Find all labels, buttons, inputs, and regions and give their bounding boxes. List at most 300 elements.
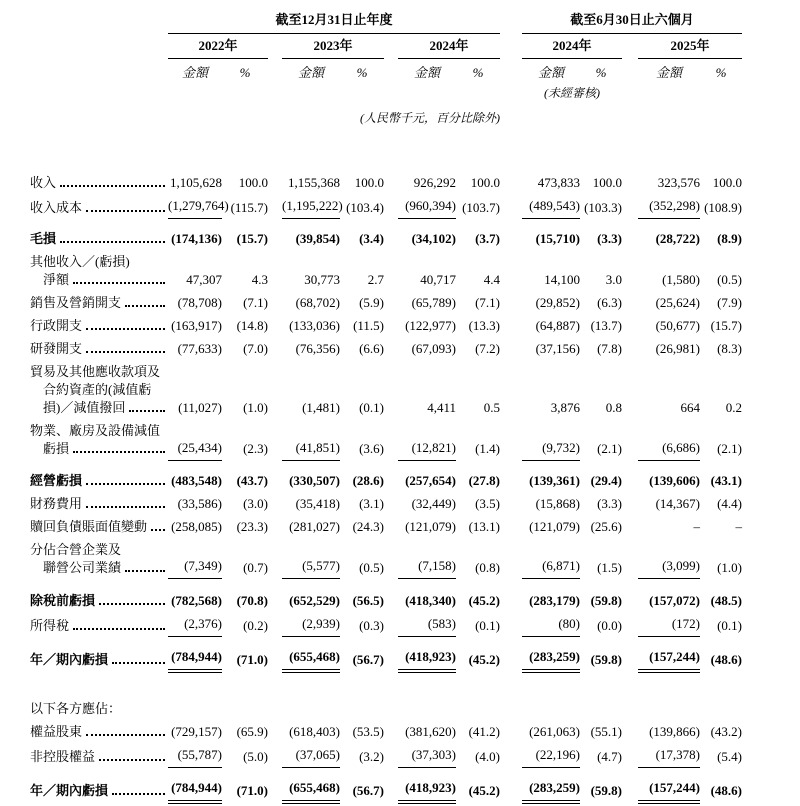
percent-header: % (715, 65, 727, 80)
column-gap (268, 460, 282, 492)
percent-header: % (356, 65, 368, 80)
amount-cell: (32,449) (411, 495, 456, 511)
percent-cell: (2.3) (243, 441, 268, 456)
percent-cell: (7.1) (243, 295, 268, 310)
percent-cell: (55.1) (590, 724, 623, 739)
row-label (30, 768, 168, 803)
row-label-text: 研發開支 (30, 341, 83, 356)
percent-cell: (1.5) (597, 559, 623, 575)
column-gap (622, 743, 638, 768)
percent-cell: (3.2) (359, 748, 384, 764)
column-gap (622, 612, 638, 637)
percent-cell: 4.3 (251, 272, 268, 287)
amount-cell: (122,977) (405, 318, 456, 333)
percent-cell: (103.4) (346, 199, 384, 215)
amount-cell: (55,787) (168, 743, 222, 768)
row-label (30, 460, 168, 492)
percent-cell: (115.7) (230, 199, 268, 215)
amount-cell: (352,298) (638, 194, 700, 219)
percent-cell: (59.8) (590, 593, 623, 608)
column-gap (384, 515, 398, 538)
table-header (30, 8, 742, 135)
column-gap (622, 314, 638, 337)
group-gap (500, 8, 522, 34)
percent-cell: (48.6) (710, 652, 743, 667)
row-label-text: 贖回負債賬面值變動 (30, 518, 148, 534)
amount-cell: (39,854) (295, 231, 340, 246)
percent-cell: (7.8) (597, 341, 623, 356)
percent-cell: (28.6) (352, 472, 384, 488)
column-gap (268, 515, 282, 538)
amount-cell: (172) (638, 612, 700, 637)
row-label-text: 行政開支 (30, 318, 83, 333)
percent-cell: (6.6) (359, 341, 384, 356)
amount-cell: (418,340) (405, 593, 456, 608)
header-spacer (30, 84, 500, 104)
row-label-text: 收入成本 (30, 199, 83, 215)
column-gap (268, 59, 282, 85)
amount-cell (282, 671, 340, 720)
group-gap (500, 314, 522, 337)
amount-cell: (15,868) (535, 495, 581, 511)
row-label-text: 毛損 (30, 231, 57, 246)
amount-cell: (618,403) (289, 724, 340, 739)
column-gap (384, 579, 398, 613)
dot-leader (99, 759, 165, 761)
table-row (30, 219, 742, 251)
amount-cell: (2,376) (168, 612, 222, 637)
column-gap (622, 360, 638, 419)
column-gap (622, 515, 638, 538)
amount-cell: (163,917) (171, 318, 222, 333)
column-gap (268, 135, 282, 194)
percent-header: % (595, 65, 607, 80)
column-gap (622, 492, 638, 515)
column-gap (384, 637, 398, 672)
percent-cell: (48.5) (710, 593, 743, 608)
column-gap (622, 637, 638, 672)
percent-cell: (27.8) (468, 472, 501, 488)
column-gap (384, 291, 398, 314)
financial-table (30, 8, 742, 804)
percent-cell: 0.5 (483, 400, 501, 415)
percent-cell: (108.9) (704, 199, 743, 215)
column-gap (622, 579, 638, 613)
column-gap (268, 194, 282, 219)
row-label-text: 合約資產的(減值虧 (43, 382, 152, 397)
amount-cell: (15,710) (535, 231, 581, 246)
amount-cell: (655,468) (282, 637, 340, 672)
group-gap (500, 579, 522, 613)
amount-cell: (34,102) (411, 231, 456, 246)
row-label (30, 314, 168, 337)
percent-cell: (4.7) (597, 748, 623, 764)
percent-header: % (239, 65, 251, 80)
dot-leader (86, 351, 165, 353)
amount-cell: (1,481) (302, 400, 340, 415)
row-label (30, 492, 168, 515)
row-label-text: 以下各方應佔： (30, 701, 122, 716)
amount-cell: (6,871) (522, 538, 580, 579)
percent-cell: (48.6) (710, 783, 743, 798)
amount-cell: (50,677) (655, 318, 701, 333)
column-gap (622, 219, 638, 251)
dot-leader (125, 570, 165, 572)
group-gap (500, 492, 522, 515)
amount-cell: (2,939) (282, 612, 340, 637)
percent-cell: (5.9) (359, 295, 384, 310)
row-label (30, 579, 168, 613)
column-gap (384, 612, 398, 637)
amount-cell: (121,079) (529, 518, 581, 534)
column-gap (384, 194, 398, 219)
table-row (30, 492, 742, 515)
percent-cell: (4.4) (717, 495, 743, 511)
amount-cell: (17,378) (638, 743, 700, 768)
percent-cell: (15.7) (236, 231, 268, 246)
amount-cell: 4,411 (427, 400, 456, 415)
amount-header: 金額 (538, 65, 565, 80)
group-gap (500, 515, 522, 538)
column-gap (622, 671, 638, 720)
percent-cell: (8.3) (717, 341, 743, 356)
percent-cell: (6.3) (597, 295, 623, 310)
amount-cell: (174,136) (171, 231, 222, 246)
percent-cell: (56.7) (352, 783, 384, 798)
amount-cell (168, 671, 222, 720)
amount-cell: (37,156) (535, 341, 581, 356)
column-gap (268, 720, 282, 743)
amount-cell (398, 671, 456, 720)
percent-cell: (3.5) (475, 495, 501, 511)
amount-cell: (257,654) (405, 472, 456, 488)
table-row (30, 194, 742, 219)
header-spacer (30, 59, 168, 85)
row-label (30, 291, 168, 314)
amount-cell: (76,356) (295, 341, 340, 356)
dot-leader (73, 451, 165, 453)
amount-cell: (261,063) (529, 724, 581, 739)
percent-cell (456, 671, 500, 720)
column-gap (622, 59, 638, 85)
row-label-text: 貿易及其他應收款項及 (30, 364, 161, 379)
percent-cell: (0.1) (717, 617, 743, 633)
amount-cell: (65,789) (411, 295, 456, 310)
header-spacer (30, 104, 168, 135)
percent-cell: (5.0) (243, 748, 268, 764)
percent-cell: (3.4) (359, 231, 384, 246)
percent-cell: 100.0 (592, 175, 623, 190)
percent-cell: (53.5) (352, 724, 384, 739)
percent-cell: (0.3) (359, 617, 384, 633)
row-label-text: 年／期內虧損 (30, 783, 109, 798)
row-label (30, 337, 168, 360)
column-gap (384, 460, 398, 492)
row-label-text: 淨額 (43, 272, 70, 287)
percent-cell: (56.7) (352, 652, 384, 667)
amount-cell: (7,349) (168, 538, 222, 579)
row-label (30, 219, 168, 251)
group-gap (500, 612, 522, 637)
row-label-text: 權益股東 (30, 724, 83, 739)
percent-cell: (11.5) (353, 318, 384, 333)
percent-cell: (14.8) (236, 318, 268, 333)
column-gap (622, 768, 638, 803)
amount-cell: (258,085) (171, 518, 222, 534)
percent-cell: (13.1) (468, 518, 501, 534)
percent-cell: (0.1) (359, 400, 384, 415)
column-gap (622, 194, 638, 219)
amount-cell: 473,833 (537, 175, 581, 190)
amount-cell: (14,367) (655, 495, 701, 511)
column-gap (384, 538, 398, 579)
amount-cell: (25,624) (655, 295, 701, 310)
amount-cell: (418,923) (398, 637, 456, 672)
amount-cell: 47,307 (186, 272, 222, 287)
percent-cell: 100.0 (712, 175, 743, 190)
percent-cell: (1.0) (717, 559, 743, 575)
column-gap (622, 460, 638, 492)
row-label-text: 銷售及營銷開支 (30, 295, 122, 310)
column-gap (384, 59, 398, 85)
percent-cell: (43.2) (710, 724, 743, 739)
column-gap (268, 291, 282, 314)
row-label (30, 194, 168, 219)
year-2024-interim: 2024年 (522, 34, 622, 59)
percent-cell: (8.9) (717, 231, 743, 246)
row-label-text: 非控股權益 (30, 748, 96, 764)
amount-cell: 14,100 (544, 272, 581, 287)
column-gap (384, 768, 398, 803)
percent-cell: 0.8 (605, 400, 623, 415)
column-gap (622, 337, 638, 360)
group-gap (500, 419, 522, 460)
column-gap (384, 492, 398, 515)
amount-cell: (418,923) (398, 768, 456, 803)
column-gap (622, 419, 638, 460)
amount-cell: (133,036) (289, 318, 340, 333)
amount-cell: (157,244) (638, 768, 700, 803)
amount-cell: (77,633) (177, 341, 222, 356)
amount-cell: (330,507) (289, 472, 340, 488)
amount-header: 金額 (413, 65, 440, 80)
column-gap (268, 419, 282, 460)
group-gap (500, 59, 522, 85)
row-label (30, 720, 168, 743)
column-gap (622, 135, 638, 194)
column-gap (622, 291, 638, 314)
amount-cell: (283,259) (522, 768, 580, 803)
percent-cell: (3.6) (359, 441, 384, 456)
column-gap (268, 768, 282, 803)
header-spacer (622, 84, 742, 104)
table-row (30, 360, 742, 419)
group-gap (500, 34, 522, 59)
dot-leader (129, 410, 165, 412)
dot-leader (86, 210, 165, 212)
table-row (30, 743, 742, 768)
row-label-text: 除稅前虧損 (30, 593, 96, 608)
percent-cell: (3.3) (597, 495, 623, 511)
percent-cell: (103.3) (584, 199, 623, 215)
amount-cell: (7,158) (398, 538, 456, 579)
amount-cell: (6,686) (638, 419, 700, 460)
column-gap (622, 34, 638, 59)
row-label-text: 物業、廠房及設備減值 (30, 423, 161, 438)
percent-cell: 4.4 (483, 272, 501, 287)
column-gap (268, 579, 282, 613)
group-gap (500, 250, 522, 291)
percent-cell: – (735, 518, 743, 534)
percent-cell: (45.2) (468, 593, 501, 608)
amount-cell: (67,093) (411, 341, 456, 356)
group-gap (500, 460, 522, 492)
group-gap (500, 194, 522, 219)
percent-cell: (15.7) (710, 318, 743, 333)
percent-cell: (70.8) (236, 593, 268, 608)
percent-cell: (103.7) (462, 199, 501, 215)
table-row (30, 460, 742, 492)
percent-cell: (71.0) (236, 652, 268, 667)
percent-cell: (59.8) (590, 652, 623, 667)
group-gap (500, 337, 522, 360)
year-row (30, 34, 742, 59)
percent-cell: (5.4) (717, 748, 743, 764)
row-label-text: 聯營公司業績 (43, 559, 122, 575)
percent-cell: (7.0) (243, 341, 268, 356)
row-label (30, 637, 168, 672)
group-gap (500, 671, 522, 720)
amount-cell: (283,259) (522, 637, 580, 672)
row-label-text: 虧損 (43, 441, 70, 456)
amount-cell: (78,708) (177, 295, 222, 310)
column-gap (384, 250, 398, 291)
row-label (30, 419, 168, 460)
row-label-text: 收入 (30, 175, 57, 190)
percent-cell: (7.2) (475, 341, 501, 356)
dot-leader (86, 734, 165, 736)
amount-cell: (33,586) (177, 495, 222, 511)
row-label (30, 743, 168, 768)
percent-cell: (1.0) (243, 400, 268, 415)
column-gap (268, 250, 282, 291)
amount-cell: (139,866) (649, 724, 701, 739)
column-gap (268, 219, 282, 251)
amount-cell: (784,944) (168, 637, 222, 672)
column-gap (384, 135, 398, 194)
percent-cell (340, 671, 384, 720)
table-row (30, 250, 742, 291)
amount-header: 金額 (656, 65, 683, 80)
table-row (30, 612, 742, 637)
percent-cell: (3.7) (475, 231, 501, 246)
row-label (30, 612, 168, 637)
subheader-row (30, 59, 742, 85)
percent-cell: 0.2 (725, 400, 743, 415)
percent-cell: (45.2) (468, 652, 501, 667)
percent-cell: (43.1) (710, 472, 743, 488)
group-gap (500, 219, 522, 251)
amount-cell: (283,179) (529, 593, 581, 608)
dot-leader (86, 483, 165, 485)
amount-cell: (37,303) (398, 743, 456, 768)
percent-cell: 100.0 (354, 175, 384, 190)
amount-cell: 3,876 (550, 400, 581, 415)
amount-cell: (1,279,764) (168, 194, 222, 219)
table-body (30, 135, 742, 802)
group-gap (500, 291, 522, 314)
amount-cell: 40,717 (420, 272, 456, 287)
period-group-row (30, 8, 742, 34)
table-row (30, 291, 742, 314)
percent-cell: 2.7 (367, 272, 384, 287)
row-label (30, 515, 168, 538)
column-gap (268, 743, 282, 768)
percent-cell: (24.3) (352, 518, 384, 534)
year-2025-interim: 2025年 (638, 34, 742, 59)
percent-cell: (2.1) (717, 441, 743, 456)
group-gap (500, 768, 522, 803)
amount-cell: (26,981) (655, 341, 701, 356)
header-spacer (30, 8, 168, 34)
row-label (30, 360, 168, 419)
column-gap (384, 743, 398, 768)
amount-cell: (1,195,222) (282, 194, 340, 219)
table-row (30, 579, 742, 613)
group-gap (500, 135, 522, 194)
row-label-text: 損)／減值撥回 (43, 400, 126, 415)
percent-cell: (23.3) (236, 518, 268, 534)
amount-cell: (784,944) (168, 768, 222, 803)
amount-cell: (483,548) (171, 472, 222, 488)
column-gap (384, 360, 398, 419)
percent-cell: (13.7) (590, 318, 623, 333)
row-label-text: 經營虧損 (30, 472, 83, 488)
amount-cell: (139,361) (529, 472, 581, 488)
percent-cell: (59.8) (590, 783, 623, 798)
row-label-text: 分佔合營企業及 (30, 541, 122, 557)
amount-cell (638, 671, 700, 720)
amount-cell: (729,157) (171, 724, 222, 739)
dot-leader (73, 282, 165, 284)
percent-cell: (1.4) (475, 441, 501, 456)
amount-header: 金額 (181, 65, 208, 80)
percent-cell: (7.9) (717, 295, 743, 310)
percent-cell (700, 671, 742, 720)
group-gap (500, 637, 522, 672)
amount-cell: (68,702) (295, 295, 340, 310)
table-row (30, 515, 742, 538)
percent-cell: (29.4) (590, 472, 623, 488)
column-gap (268, 337, 282, 360)
percent-cell: (41.2) (468, 724, 501, 739)
dot-leader (112, 793, 165, 795)
percent-cell: (45.2) (468, 783, 501, 798)
row-label (30, 538, 168, 579)
amount-cell: (9,732) (522, 419, 580, 460)
year-2023: 2023年 (282, 34, 384, 59)
amount-cell: (381,620) (405, 724, 456, 739)
column-gap (268, 34, 282, 59)
dot-leader (73, 628, 165, 630)
column-gap (384, 720, 398, 743)
row-label-text: 所得稅 (30, 617, 70, 633)
column-gap (268, 314, 282, 337)
percent-cell: (3.1) (359, 495, 384, 511)
percent-cell: (56.5) (352, 593, 384, 608)
column-gap (268, 538, 282, 579)
column-gap (384, 671, 398, 720)
